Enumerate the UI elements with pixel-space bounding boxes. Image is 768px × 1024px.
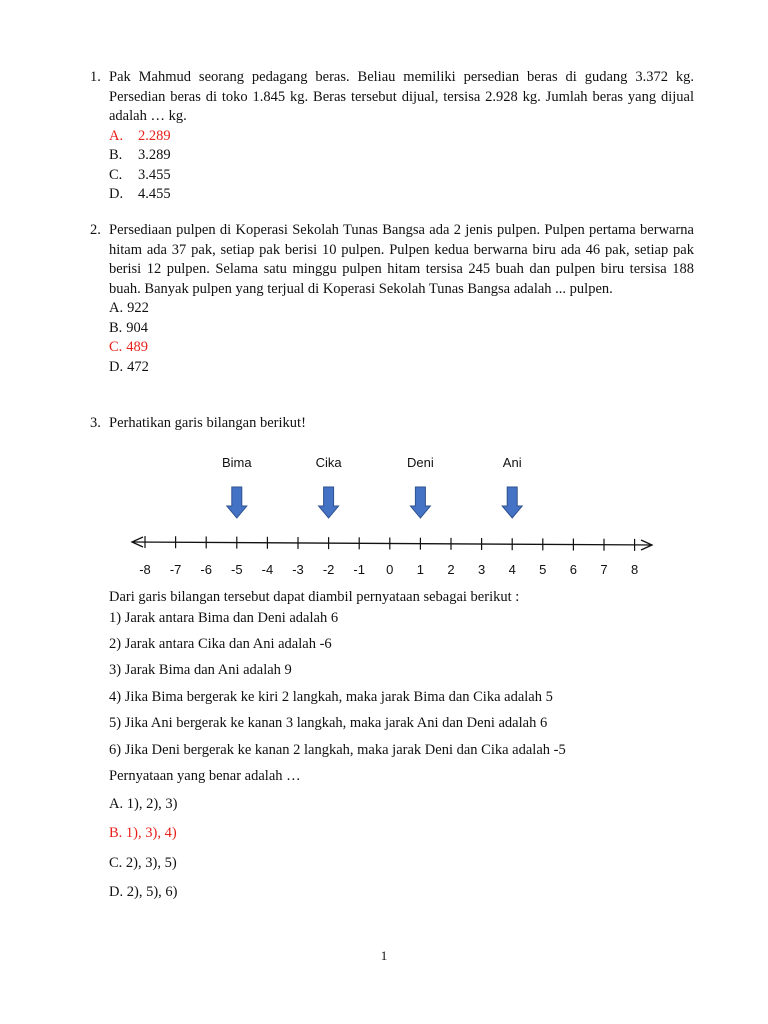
option-letter: C. (109, 339, 123, 355)
marker-label-cika: Cika (315, 455, 342, 470)
tick-label: 2 (447, 562, 455, 577)
tick-label: 4 (508, 562, 516, 577)
option-d[interactable] (109, 185, 694, 205)
tick-label: -2 (322, 562, 335, 577)
option-c[interactable] (109, 166, 694, 186)
tick-label: -3 (292, 562, 304, 577)
option-text: 489 (126, 339, 149, 355)
option-letter: C. (109, 166, 123, 183)
down-arrow-icon (319, 487, 339, 518)
tick-label: -1 (353, 562, 365, 577)
statements-intro: Dari garis bilangan tersebut dapat diambil pernyataan sebagai berikut : (109, 589, 520, 605)
answer-options (109, 127, 694, 205)
question-1 (90, 68, 694, 205)
question-stem: Perhatikan garis bilangan berikut! (109, 415, 306, 431)
tick-label: -5 (231, 562, 243, 577)
option-letter: B. (109, 825, 123, 841)
page-number: 1 (380, 948, 388, 963)
statement-1: 1) Jarak antara Bima dan Deni adalah 6 (109, 610, 339, 626)
option-a[interactable] (109, 796, 177, 813)
option-letter: B. (109, 147, 123, 163)
option-letter: D. (109, 186, 124, 202)
question-number: 1. (90, 69, 101, 85)
down-arrow-icon (410, 487, 430, 518)
tick-label: 5 (539, 562, 547, 577)
tick-label: 8 (630, 562, 639, 577)
option-text: 3.289 (138, 147, 171, 163)
statement-2: 2) Jarak antara Cika dan Ani adalah -6 (109, 636, 332, 652)
option-b[interactable] (109, 319, 694, 339)
tick-label: 1 (416, 562, 425, 577)
statement-3: 3) Jarak Bima dan Ani adalah 9 (109, 662, 292, 678)
answer-options (109, 299, 694, 377)
tick-label: 7 (600, 562, 608, 577)
statement-4: 4) Jika Bima bergerak ke kiri 2 langkah, maka jarak Bima dan Cika adalah 5 (109, 689, 553, 705)
option-a[interactable] (109, 299, 694, 319)
question-prompt: Pernyataan yang benar adalah … (109, 768, 301, 784)
option-d[interactable] (109, 884, 177, 901)
option-letter: D. (109, 358, 124, 375)
option-text: 4.455 (138, 186, 171, 202)
option-b[interactable] (109, 146, 694, 166)
option-text: 472 (127, 358, 149, 375)
question-stem: Persediaan pulpen di Koperasi Sekolah Tunas Bangsa ada 2 jenis pulpen. Pulpen pertama berwarna hitam ada 37 pak, setiap pak berisi 10 pulpen. Pulpen kedua berwarna biru ada 46 pak, setiap pak berisi 12 pulpen. Selama satu minggu pulpen hitam tersisa 245 buah dan pulpen biru tersisa 188 buah. Banyak pulpen yang terjual di Koperasi Sekolah Tunas Bangsa adalah ... pulpen. (109, 222, 694, 297)
down-arrow-icon (502, 487, 522, 518)
option-letter: A. (109, 127, 124, 144)
tick-label: 6 (569, 562, 578, 577)
option-text: 2), 3), 5) (125, 855, 177, 871)
option-letter: A. (109, 796, 124, 812)
marker-label-deni: Deni (407, 455, 434, 470)
tick-label: -6 (200, 562, 212, 577)
option-text: 1), 2), 3) (126, 796, 178, 812)
statement-5: 5) Jika Ani bergerak ke kanan 3 langkah, maka jarak Ani dan Deni adalah 6 (109, 715, 548, 731)
option-d[interactable] (109, 358, 694, 378)
tick-label: -7 (169, 562, 182, 577)
question-stem: Pak Mahmud seorang pedagang beras. Beliau memiliki persedian beras di gudang 3.372 kg. Persedian beras di toko 1.845 kg. Beras tersebut dijual, tersisa 2.928 kg. Jumlah beras yang dijual adalah … kg. (109, 69, 694, 124)
question-number: 3. (90, 415, 101, 431)
question-number: 2. (90, 222, 101, 238)
option-c[interactable] (109, 338, 694, 358)
option-text: 3.455 (138, 166, 171, 183)
tick-label: -8 (139, 562, 151, 577)
question-2 (90, 221, 694, 377)
option-b[interactable] (109, 825, 177, 842)
option-c[interactable] (109, 855, 177, 872)
tick-label: -4 (261, 562, 274, 577)
option-text: 2), 5), 6) (126, 884, 178, 900)
tick-label: 3 (477, 562, 486, 577)
option-a[interactable] (109, 127, 694, 147)
option-text: 1), 3), 4) (125, 825, 177, 841)
option-letter: A. (109, 300, 124, 316)
marker-label-bima: Bima (221, 455, 252, 470)
option-letter: C. (109, 855, 123, 871)
option-letter: B. (109, 319, 123, 336)
tick-label: 0 (386, 562, 394, 577)
option-letter: D. (109, 884, 124, 900)
down-arrow-icon (227, 487, 247, 518)
marker-label-ani: Ani (502, 455, 522, 470)
option-text: 2.289 (138, 127, 171, 144)
number-line-figure (0, 440, 768, 590)
question-3 (90, 414, 694, 434)
statement-6: 6) Jika Deni bergerak ke kanan 2 langkah, maka jarak Deni dan Cika adalah -5 (109, 742, 566, 758)
option-text: 904 (126, 319, 149, 336)
option-text: 922 (127, 300, 149, 316)
